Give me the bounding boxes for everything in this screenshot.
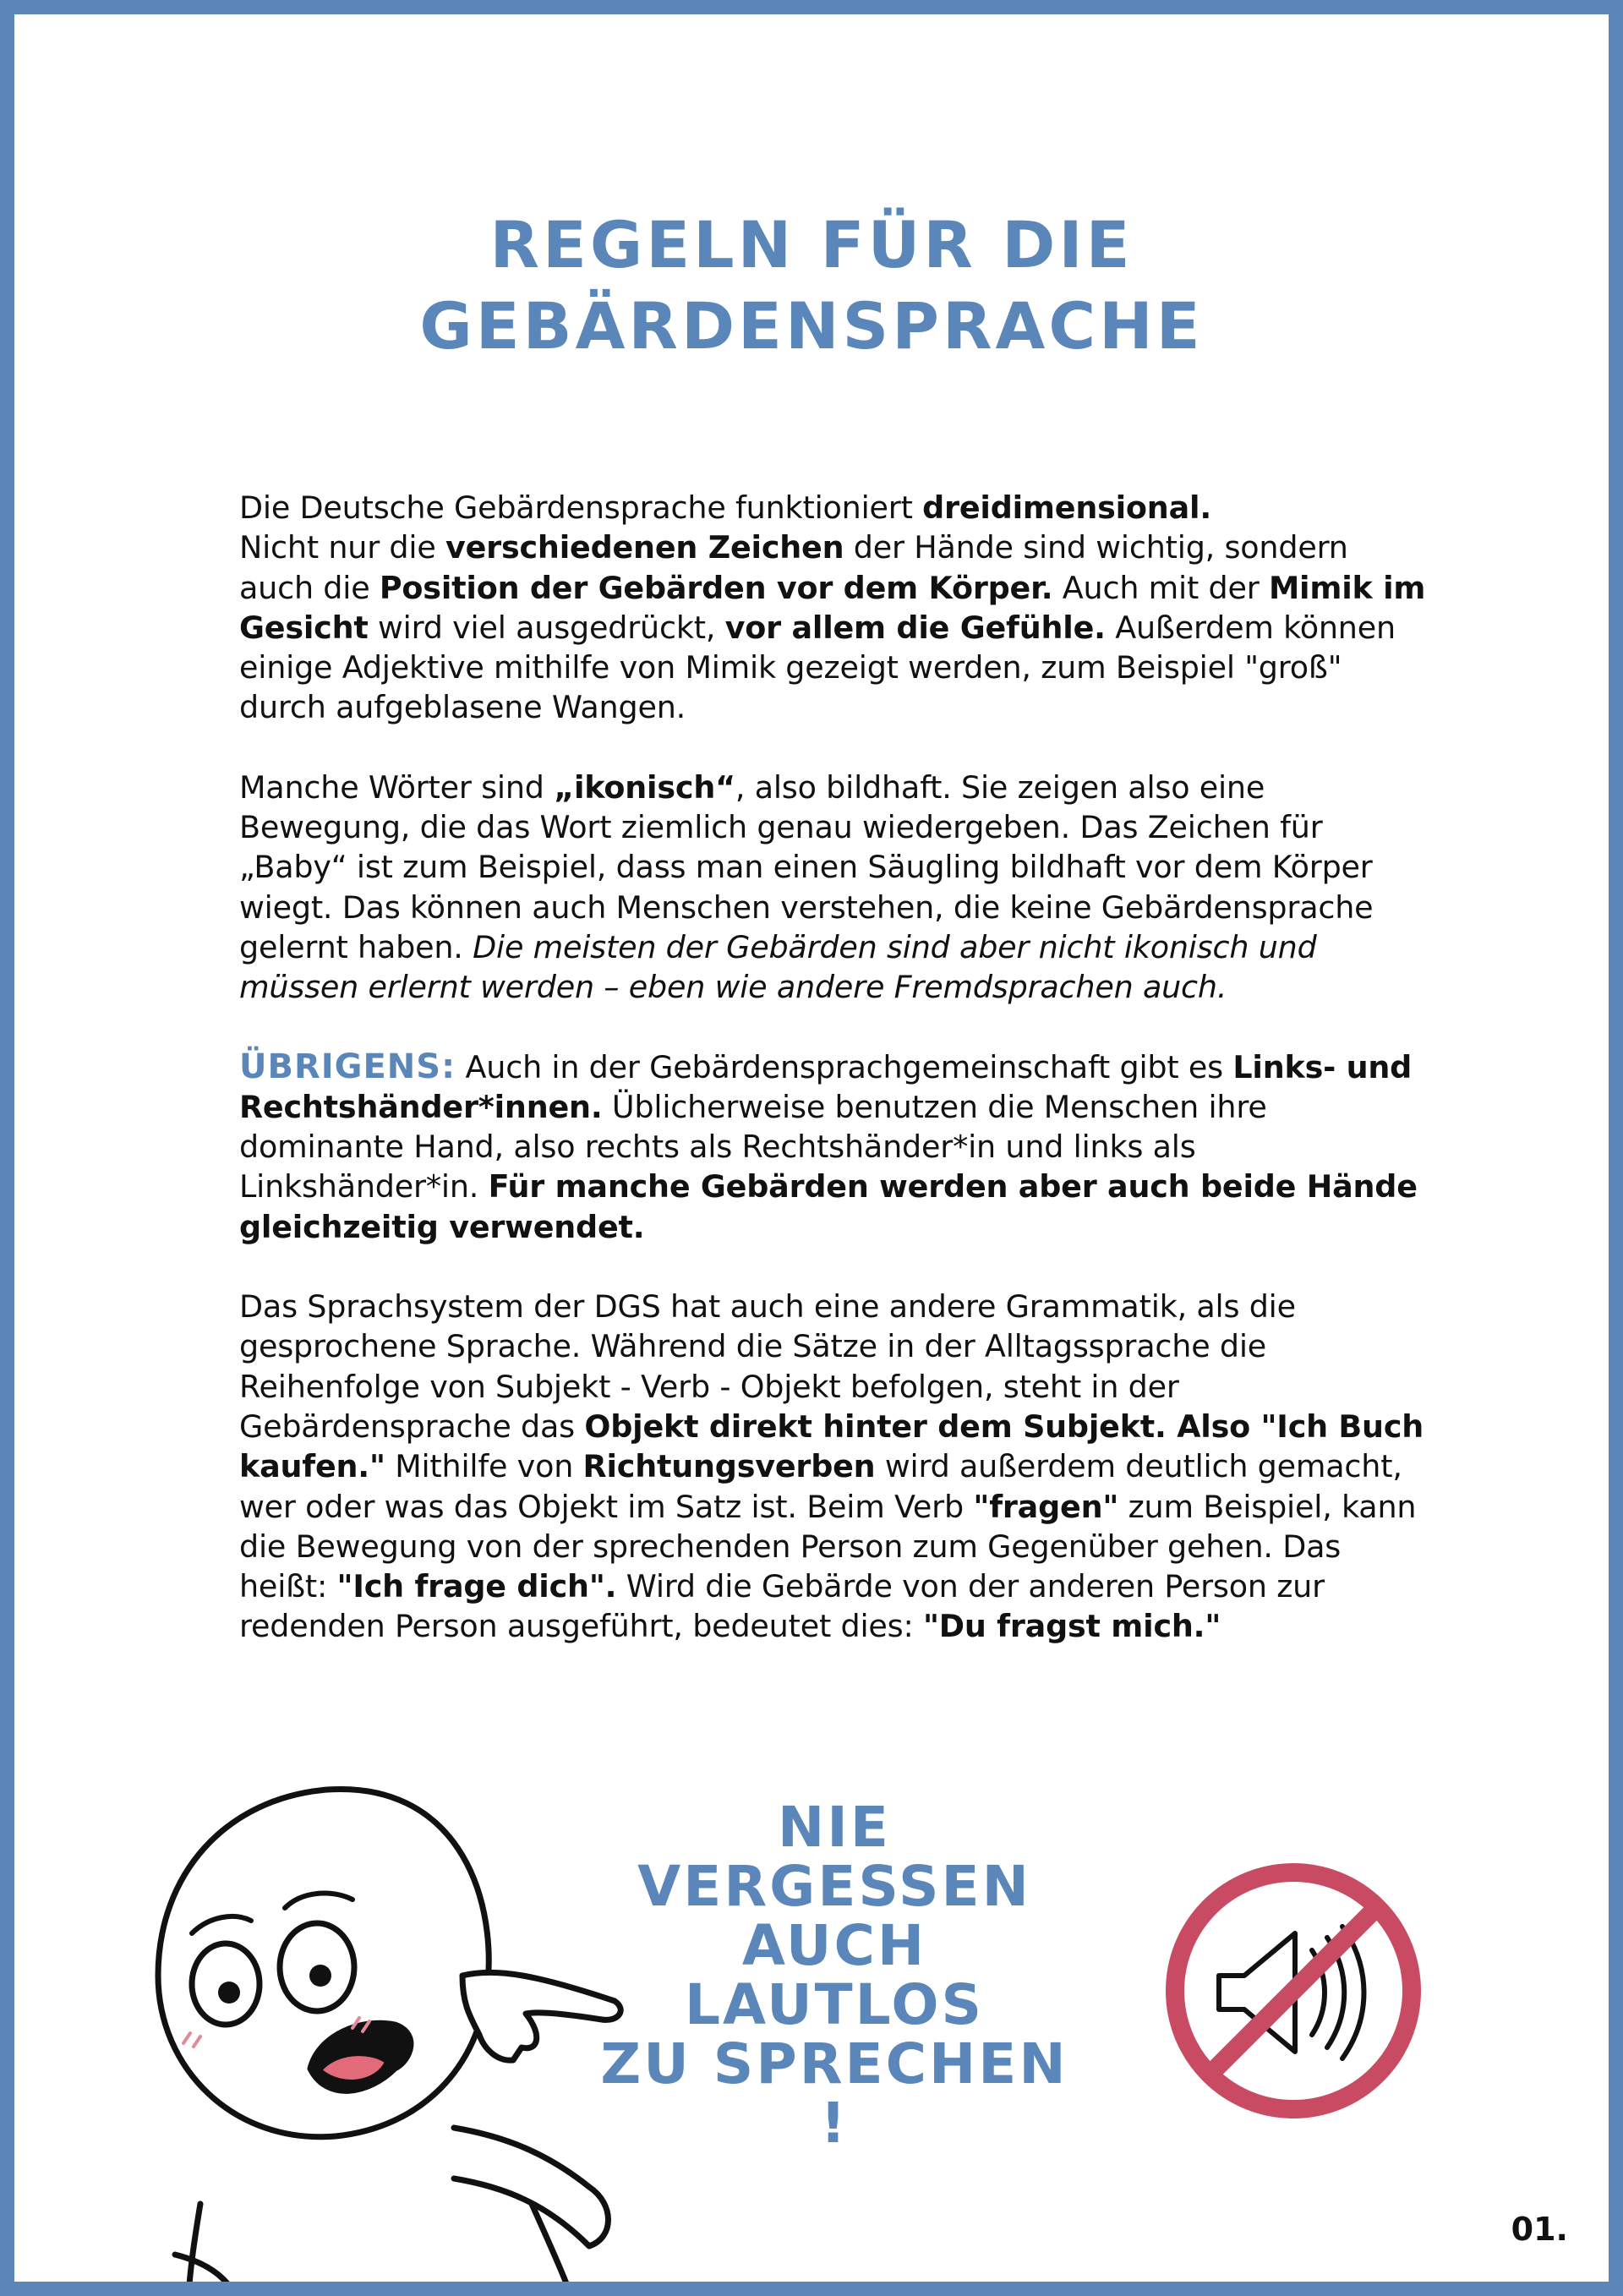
bold-run: Mimik im Gesicht bbox=[239, 569, 1426, 646]
text-run: Auch in der Gebärdensprachgemeinschaft gibt es bbox=[456, 1048, 1233, 1085]
title-line-2: GEBÄRDENSPRACHE bbox=[419, 288, 1204, 364]
ubrigens-label: ÜBRIGENS: bbox=[239, 1047, 456, 1086]
text-run: Mithilfe von bbox=[385, 1448, 583, 1485]
paragraph-grammar bbox=[239, 1287, 1431, 1647]
text-run: Auch mit der bbox=[1052, 569, 1269, 606]
paragraph-iconic bbox=[239, 768, 1431, 1008]
text-run: wird viel ausgedrückt, bbox=[368, 609, 725, 646]
text-run: Außerdem können einige Adjektive mithilfe von Mimik gezeigt werden, zum Beispiel "groß" durch aufgeblasene Wangen. bbox=[239, 609, 1396, 726]
bold-run: vor allem die Gefühle. bbox=[724, 609, 1106, 646]
bold-run: Position der Gebärden vor dem Körper. bbox=[379, 569, 1053, 606]
paragraph-handedness bbox=[239, 1047, 1431, 1247]
character-illustration bbox=[141, 1764, 648, 2296]
pupil-right bbox=[309, 1965, 331, 1987]
title-line-1: REGELN FÜR DIE bbox=[489, 207, 1134, 282]
bold-run: "fragen" bbox=[973, 1488, 1119, 1525]
bold-run: Richtungsverben bbox=[582, 1448, 876, 1485]
no-sound-speaker-icon bbox=[1160, 1857, 1427, 2124]
text-run: Nicht nur die bbox=[239, 529, 446, 566]
text-run: Manche Wörter sind bbox=[239, 768, 555, 806]
pupil-left bbox=[218, 1982, 240, 2004]
bold-run: „ikonisch“ bbox=[554, 768, 735, 806]
bold-run: Für manche Gebärden werden aber auch beide Hände gleichzeitig verwendet. bbox=[239, 1168, 1418, 1245]
bold-run: dreidimensional. bbox=[922, 489, 1212, 526]
text-run: , also bildhaft. Sie zeigen also eine Bewegung, die das Wort ziemlich genau wiedergeben. Das Zeichen für „Baby“ ist zum Beispiel, dass man einen Säugling bildhaft vor dem Körper wiegt. Das können auch Menschen verstehen, die keine Gebärdensprache gelernt haben. bbox=[239, 768, 1374, 965]
text-run: wird außerdem deutlich gemacht, wer oder was das Objekt im Satz ist. Beim Verb bbox=[239, 1448, 1402, 1525]
text-run: Das Sprachsystem der DGS hat auch eine andere Grammatik, als die gesprochene Sprache. Während die Sätze in der Alltagssprache die Reihenfolge von Subjekt - Verb - Objekt befolgen, steht in der Gebärdensprache das bbox=[239, 1288, 1296, 1445]
page-number: 01. bbox=[1511, 2211, 1568, 2248]
page-title bbox=[14, 205, 1609, 367]
text-run: zum Beispiel, kann die Bewegung von der sprechenden Person zum Gegenüber gehen. Das heißt: bbox=[239, 1488, 1417, 1605]
bold-run: "Du fragst mich." bbox=[922, 1608, 1221, 1645]
reminder-text bbox=[598, 1795, 1071, 2156]
body-text bbox=[239, 488, 1431, 1686]
reminder-line-3: ZU SPRECHEN ! bbox=[600, 2031, 1068, 2156]
bold-run: "Ich frage dich". bbox=[336, 1568, 617, 1605]
italic-run: Die meisten der Gebärden sind aber nicht ikonisch und müssen erlernt werden – eben wie andere Fremdsprachen auch. bbox=[239, 928, 1317, 1006]
text-run: Wird die Gebärde von der anderen Person zur redenden Person ausgeführt, bedeutet dies: bbox=[239, 1568, 1325, 1645]
reminder-line-2: AUCH LAUTLOS bbox=[684, 1913, 985, 2037]
text-run: der Hände sind wichtig, sondern auch die bbox=[239, 529, 1348, 606]
reminder-line-1: NIE VERGESSEN bbox=[637, 1795, 1031, 1919]
text-run: Die Deutsche Gebärdensprache funktioniert bbox=[239, 489, 923, 526]
text-run: Üblicherweise benutzen die Menschen ihre dominante Hand, also rechts als Rechtshänder*in und links als Linkshänder*in. bbox=[239, 1088, 1267, 1205]
bold-run: Links- und Rechtshänder*innen. bbox=[239, 1048, 1413, 1125]
paragraph-dimensions bbox=[239, 488, 1431, 728]
bold-run: verschiedenen Zeichen bbox=[445, 529, 844, 566]
bold-run: Objekt direkt hinter dem Subjekt. Also "Ich Buch kaufen." bbox=[239, 1408, 1424, 1485]
